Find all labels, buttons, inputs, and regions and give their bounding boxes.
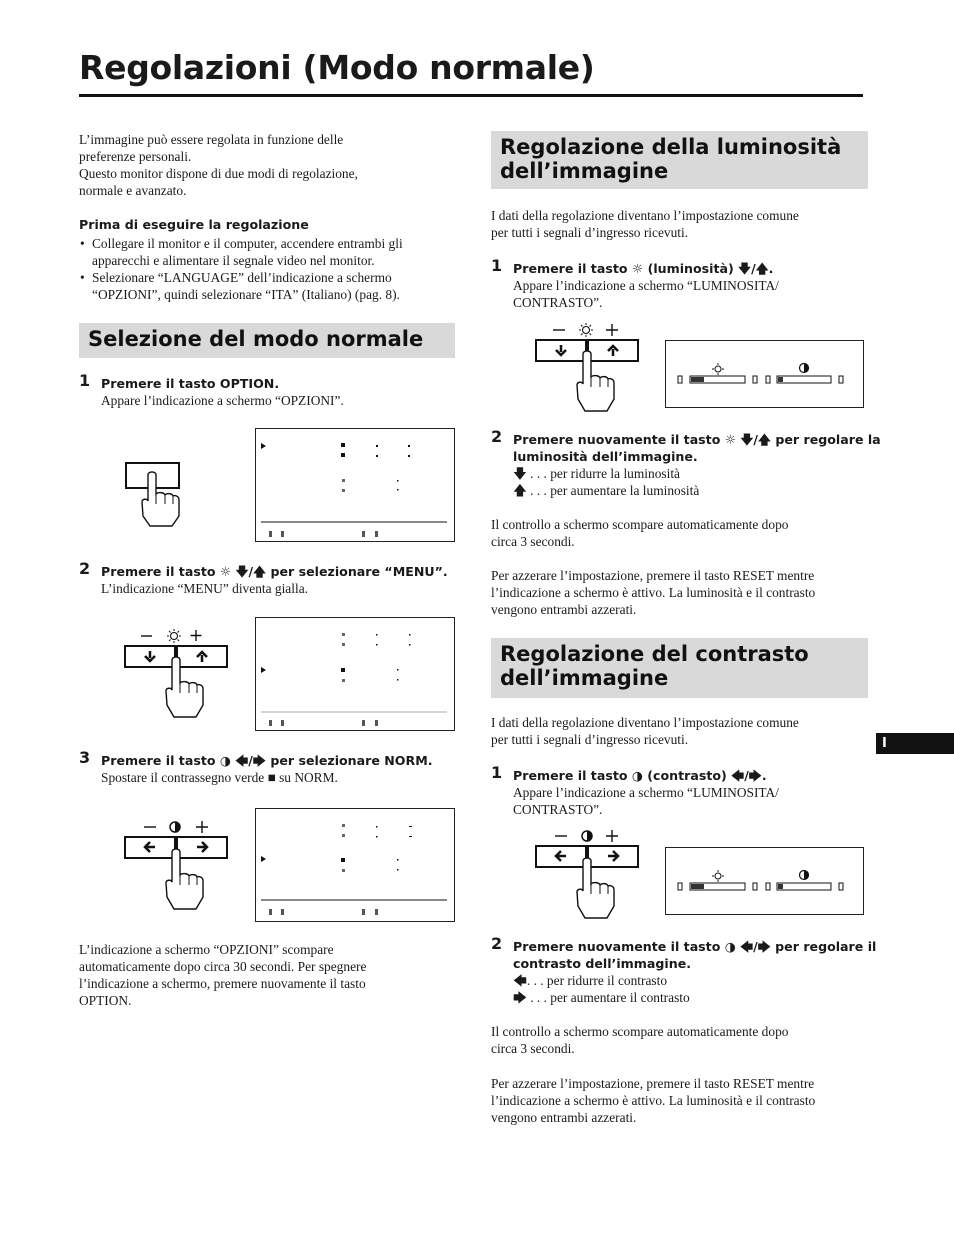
option-button-figure	[120, 458, 190, 530]
sun-icon: ☼	[631, 261, 644, 276]
section-heading-contrast: Regolazione del contrasto dell’immagine	[491, 638, 868, 698]
intro-line: preferenze personali.	[79, 149, 192, 164]
osd-screen-contrast	[665, 847, 864, 915]
title-rule	[79, 94, 863, 97]
normal-step-2: 2 Premere il tasto ☼ 🡇/🡅 per selezionare “MENU”. L’indicazione “MENU” diventa gialla.	[79, 559, 448, 596]
normal-step-1: 1 Premere il tasto OPTION. Appare l’indicazione a schermo “OPZIONI”.	[79, 371, 344, 408]
contrast-buttons-figure-2	[533, 825, 643, 923]
sun-icon: ☼	[219, 564, 232, 579]
arrow-left-icon: 🡄	[235, 753, 249, 768]
contrast-step-2: 2 Premere nuovamente il tasto ◑ 🡄/🡆 per regolare il contrasto dell’immagine. 🡄. . . per ridurre il contrasto 🡆 . . . per aumentare il contrasto	[491, 934, 877, 1005]
half-circle-icon: ◑	[219, 753, 231, 768]
half-circle-icon	[582, 831, 592, 841]
before-title: Prima di eseguire la regolazione	[79, 217, 309, 232]
osd-screen-norm	[255, 808, 455, 922]
step-head-text: per selezionare “MENU”.	[270, 564, 448, 579]
language-side-tab: I	[876, 733, 954, 754]
half-circle-icon: ◑	[724, 939, 736, 954]
half-circle-icon	[800, 364, 809, 373]
brightness-step-1: 1 Premere il tasto ☼ (luminosità) 🡇/🡅. Appare l’indicazione a schermo “LUMINOSITA/ CONTRASTO”.	[491, 256, 779, 310]
brightness-buttons-figure	[122, 627, 232, 721]
intro-line: L’immagine può essere regolata in funzione delle	[79, 132, 344, 147]
step-head-text: Premere il tasto	[101, 564, 216, 579]
arrow-left-icon: 🡄	[513, 973, 527, 988]
arrow-left-icon: 🡄	[731, 768, 745, 783]
arrow-up-icon: 🡅	[755, 261, 769, 276]
contrast-buttons-figure	[122, 816, 232, 914]
contrast-bar	[777, 883, 831, 890]
section-heading-normal-mode: Selezione del modo normale	[79, 323, 455, 358]
contrast-auto-off: Il controllo a schermo scompare automaticamente dopo circa 3 secondi.	[491, 1024, 789, 1056]
osd-screen-menu	[255, 617, 455, 731]
arrow-right-icon: 🡆	[513, 990, 527, 1005]
brightness-intro: I dati della regolazione diventano l’impostazione comune per tutti i segnali d’ingresso ricevuti.	[491, 208, 799, 240]
half-circle-icon	[800, 871, 809, 880]
step-head-text: per selezionare NORM.	[270, 753, 433, 768]
contrast-step-1: 1 Premere il tasto ◑ (contrasto) 🡄/🡆. Appare l’indicazione a schermo “LUMINOSITA/ CONTRASTO”.	[491, 763, 779, 817]
contrast-intro: I dati della regolazione diventano l’impostazione comune per tutti i segnali d’ingresso ricevuti.	[491, 715, 799, 747]
osd-screen-options	[255, 428, 455, 542]
green-marker-icon: ■	[267, 770, 276, 785]
arrow-right-icon: 🡆	[757, 939, 771, 954]
arrow-left-icon: 🡄	[740, 939, 754, 954]
arrow-down-icon: 🡇	[738, 261, 752, 276]
arrow-up-icon: 🡅	[253, 564, 267, 579]
osd-screen-brightness	[665, 340, 864, 408]
normal-closing-text: L’indicazione a schermo “OPZIONI” scompare automaticamente dopo circa 30 secondi. Per spegnere l’indicazione a schermo, premere nuovamente il tasto OPTION.	[79, 942, 367, 1008]
intro-text	[79, 131, 459, 199]
sun-icon	[712, 870, 724, 882]
sun-icon	[712, 363, 724, 375]
before-bullet: • Selezionare “LANGUAGE” dell’indicazione a schermo “OPZIONI”, quindi selezionare “ITA” (Italiano) (pag. 8).	[80, 269, 460, 303]
brightness-auto-off: Il controllo a schermo scompare automaticamente dopo circa 3 secondi.	[491, 517, 789, 549]
arrow-down-icon: 🡇	[235, 564, 249, 579]
arrow-right-icon: 🡆	[252, 753, 266, 768]
arrow-down-icon: 🡇	[513, 466, 527, 481]
page-title: Regolazioni (Modo normale)	[79, 48, 595, 87]
half-circle-icon	[170, 822, 180, 832]
before-list	[80, 235, 460, 303]
sun-icon	[579, 323, 593, 337]
contrast-bar	[777, 376, 831, 383]
sun-icon	[167, 629, 181, 643]
arrow-right-icon: 🡆	[748, 768, 762, 783]
arrow-up-icon: 🡅	[513, 483, 527, 498]
intro-line: normale e avanzato.	[79, 183, 187, 198]
arrow-down-icon: 🡇	[740, 432, 754, 447]
contrast-reset: Per azzerare l’impostazione, premere il tasto RESET mentre l’indicazione a schermo è attivo. La luminosità e il contrasto vengono entrambi azzerati.	[491, 1076, 816, 1125]
arrow-up-icon: 🡅	[758, 432, 771, 447]
half-circle-icon: ◑	[631, 768, 643, 783]
brightness-step-2: 2 Premere nuovamente il tasto ☼ 🡇/🡅 per regolare la luminosità dell’immagine. 🡇 . . . per ridurre la luminosità 🡅 . . . per aumentare la luminosità	[491, 427, 881, 498]
section-heading-brightness: Regolazione della luminosità dell’immagine	[491, 131, 868, 189]
sun-icon: ☼	[724, 432, 737, 447]
step-head-text: Premere il tasto	[101, 753, 216, 768]
normal-step-3: 3 Premere il tasto ◑ 🡄/🡆 per selezionare NORM. Spostare il contrassegno verde ■ su NORM.	[79, 748, 433, 785]
brightness-reset: Per azzerare l’impostazione, premere il tasto RESET mentre l’indicazione a schermo è attivo. La luminosità e il contrasto vengono entrambi azzerati.	[491, 568, 816, 617]
before-bullet: • Collegare il monitor e il computer, accendere entrambi gli apparecchi e alimentare il segnale video nel monitor.	[80, 235, 460, 269]
intro-line: Questo monitor dispone di due modi di regolazione,	[79, 166, 358, 181]
brightness-buttons-figure-2	[533, 318, 643, 416]
